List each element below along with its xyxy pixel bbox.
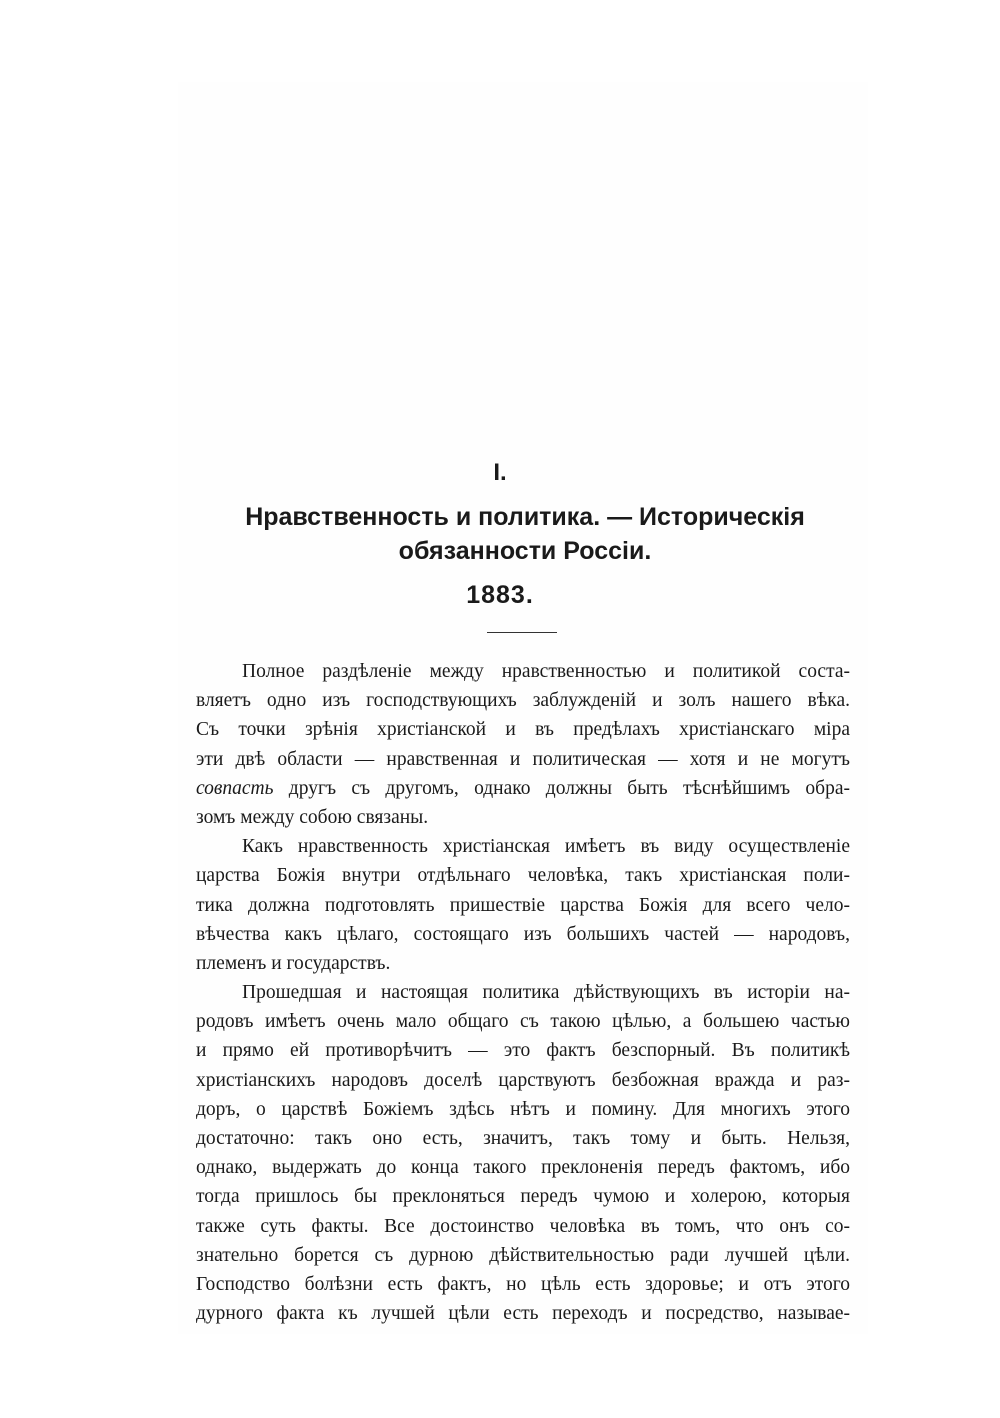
text-line: знательно борется съ дурною дѣйствительностью ради лучшей цѣли. — [196, 1244, 850, 1266]
text-line: царства Божія внутри отдѣльнаго человѣка, такъ христіанская поли- — [196, 865, 850, 887]
text-line: также суть факты. Все достоинство человѣка въ томъ, что онъ со- — [196, 1215, 850, 1237]
chapter-title-line-2: обязанности Россіи. — [398, 537, 652, 565]
text-line: однако, выдержать до конца такого преклоненія передъ фактомъ, ибо — [196, 1157, 850, 1179]
text-line: эти двѣ области — нравственная и политическая — хотя и не могутъ — [196, 748, 850, 770]
text-line: племенъ и государствъ. — [196, 952, 391, 974]
chapter-title-line-1: Нравственность и политика. — Историческія — [245, 503, 805, 531]
text-line: доръ, о царствѣ Божіемъ здѣсь нѣтъ и помину. Для многихъ этого — [196, 1098, 850, 1120]
text-line: тогда пришлось бы преклоняться передъ чумою и холерою, которыя — [196, 1186, 850, 1208]
text-line: Господство болѣзни есть фактъ, но цѣль есть здоровье; и отъ этого — [196, 1273, 850, 1295]
text-line: вѣчества какъ цѣлаго, состоящаго изъ большихъ частей — народовъ, — [196, 923, 850, 945]
text-line: вляетъ одно изъ господствующихъ заблужденій и золъ нашего вѣка. — [196, 690, 850, 712]
chapter-title — [180, 500, 870, 568]
text-line: родовъ имѣетъ очень мало общаго съ такою цѣлью, а большею частью — [196, 1011, 850, 1033]
text-line: совпасть другъ съ другомъ, однако должны быть тѣснѣйшимъ обра- — [196, 777, 850, 799]
text-line: и прямо ей противорѣчитъ — это фактъ безспорный. Въ политикѣ — [196, 1040, 850, 1062]
emphasized-word: совпасть — [196, 777, 274, 799]
text-line: Съ точки зрѣнія христіанской и въ предѣлахъ христіанскаго міра — [196, 719, 850, 741]
chapter-year: 1883. — [466, 581, 534, 609]
text-line: дурного факта къ лучшей цѣли есть переходъ и посредство, называе- — [196, 1303, 850, 1325]
text-line: достаточно: такъ оно есть, значитъ, такъ тому и быть. Нельзя, — [196, 1128, 850, 1149]
section-divider — [487, 632, 557, 633]
text-line: тика должна подготовлять пришествіе царства Божія для всего чело- — [196, 894, 850, 916]
chapter-number: I. — [493, 459, 507, 486]
text-line: Прошедшая и настоящая политика дѣйствующихъ въ исторіи на- — [242, 982, 850, 1004]
body-text — [196, 657, 850, 1328]
text-line: христіанскихъ народовъ доселѣ царствуютъ безбожная вражда и раз- — [196, 1069, 850, 1091]
text-line: Полное раздѣленіе между нравственностью и политикой соста- — [242, 661, 850, 682]
text-line: Какъ нравственность христіанская имѣетъ въ виду осуществленіе — [242, 836, 850, 858]
text-line: зомъ между собою связаны. — [196, 806, 429, 828]
